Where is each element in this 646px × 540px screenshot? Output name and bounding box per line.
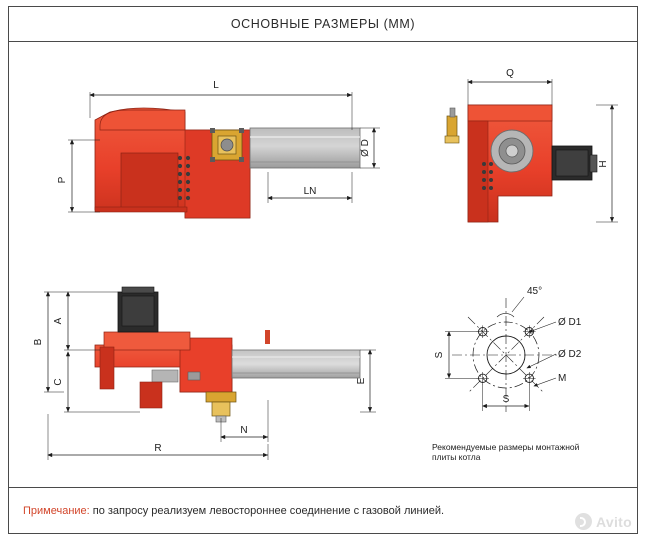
dim-label-LN: LN — [303, 186, 317, 197]
view-side-elevation — [57, 80, 380, 218]
dim-label-M: M — [558, 373, 567, 384]
avito-watermark — [575, 513, 632, 530]
avito-logo-icon — [575, 513, 592, 530]
dim-label-H: H — [598, 160, 609, 168]
dim-label-P: P — [57, 176, 68, 184]
dim-label-A: A — [53, 317, 64, 325]
plate-caption-line1: Рекомендуемые размеры монтажной — [432, 442, 580, 452]
view-front-elevation — [445, 68, 618, 222]
note-text: по запросу реализуем левостороннее соединение с газовой линией. — [92, 504, 445, 517]
dim-label-Q: Q — [506, 68, 514, 79]
dim-label-B: B — [33, 338, 44, 346]
dim-label-D: Ø D — [360, 139, 371, 157]
avito-watermark-text: Avito — [596, 513, 632, 530]
dim-label-S-vertical: S — [434, 351, 445, 359]
dim-label-S-horizontal: S — [502, 394, 510, 405]
dim-label-N: N — [240, 425, 248, 436]
view-mounting-plate — [432, 286, 582, 462]
note-label: Примечание: — [23, 504, 90, 517]
dim-label-C: C — [53, 378, 64, 386]
dim-label-R: R — [154, 443, 162, 454]
dim-label-D1: Ø D1 — [558, 317, 582, 328]
dim-label-E: E — [356, 377, 367, 385]
dim-label-angle: 45° — [527, 286, 543, 297]
view-plan — [33, 287, 376, 460]
note-bar — [9, 487, 637, 533]
dim-label-L: L — [213, 80, 219, 91]
plate-caption-line2: плиты котла — [432, 452, 481, 462]
dim-label-D2: Ø D2 — [558, 349, 582, 360]
page-title: ОСНОВНЫЕ РАЗМЕРЫ (ММ) — [230, 17, 416, 31]
